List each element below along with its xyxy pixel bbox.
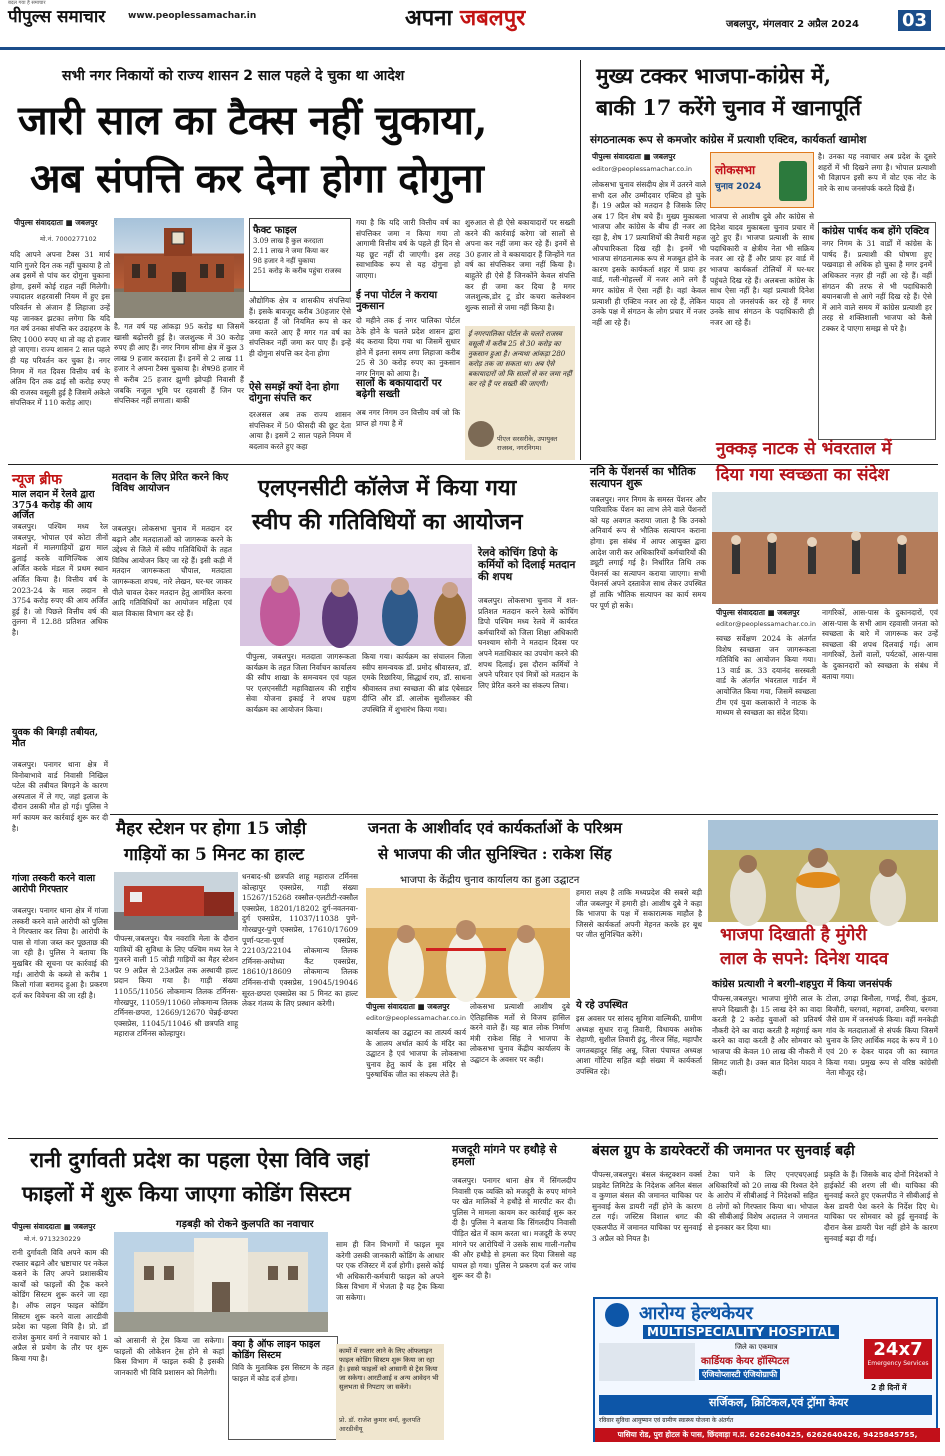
brief-3-headline: गांजा तस्करी करने वाला आरोपी गिरफ्तार: [12, 873, 96, 895]
voter-headline: मतदान के लिए प्रेरित करने किए विविध आयोजन: [112, 472, 229, 495]
pension-headline: ननि के पेंशनर्स का भौतिक सत्यापन शुरू: [590, 466, 706, 491]
building-illustration: [114, 218, 244, 318]
fact-3: 98 हजार ने नहीं चुकाया: [253, 257, 316, 265]
lead-quote-box: [465, 326, 575, 460]
railway-pledge-text: जबलपुर। लोकसभा चुनाव में शत-प्रतिशत मतदान करने रेलवे कोचिंग डिपो पश्चिम मध्य रेलवे में कार्यरत कर्मचारियों को जिला शिक्षा अधिकारी घनश्याम सोनी ने मतदान दिवस पर अपने मताधिकार का उपयोग करने की शपथ दिलाई। इस दौरान कर्मियों ने अपने परिवार एवं मित्रों को मतदान के लिए प्रेरित करने का संकल्प लिया।: [478, 596, 578, 690]
rdvv-box-headline: क्या है ऑफ लाइन फाइल कोडिंग सिस्टम: [232, 1339, 321, 1361]
ad-equipment-image: [599, 1343, 695, 1381]
lead-col-4c: अब नगर निगम उन वित्तीय वर्ष जो कि प्राप्त हो गया है में: [356, 408, 460, 428]
lead-subhead-3: सालों के बकायादारों पर बढ़ेगी सख्ती: [356, 378, 442, 401]
swachhata-photo-illustration: [712, 492, 938, 604]
maihar-col-2: धनबाद-श्री छत्रपति शाहू महाराज टर्मिनस कोल्हापुर एक्सप्रेस, गाड़ी संख्या 15267/15268 रक्सौल-एलटीटी-रक्सौल एक्सप्रेस, 18201/18202 दुर्ग-नवतनवा-दुर्ग एक्सप्रेस, 11037/11038 पुणे-गोरखपुर-पुणे एक्सप्रेस, 17610/17609 पूर्णा-पटना-पूर्णा एक्सप्रेस, 22103/22104 लोकमान्य तिलक टर्मिनस-अयोध्या कैंट एक्सप्रेस, 18610/18609 लोकमान्य तिलक टर्मिनस-रांची एक्सप्रेस, 19045/19046 सूरत-छपरा एक्सप्रेस का 5 मिनट का हाल्ट लेकर गंतव्य के लिए प्रस्थान करेगी।: [242, 872, 358, 1009]
lead-col-4a: गया है कि यदि जारी वित्तीय वर्ष का संपत्तिकर जमा न किया गया तो आगामी वित्तीय वर्ष के पहले ही दिन से यह छूट नहीं दी जाएगी। इस तरह स्वाभाविक रूप से यह दोगुना हो जाएगा।: [356, 218, 460, 280]
wages-headline: मजदूरी मांगने पर हथौड़े से हमला: [452, 1143, 557, 1169]
voter-text: जबलपुर। लोकसभा चुनाव में मतदान दर बढ़ाने और मतदाताओं को जागरूक करने के उद्देश्य से जिले में स्वीप गतिविधियों के तहत विविध आयोजन किए जा रहे हैं। इसी कड़ी में मतदान जागरूकता चौपाल, मतदाता जागरूकता शपथ, नारे लेखन, घर-घर जाकर पीले चावल देकर मतदान हेतु आमंत्रित करना आदि गतिविधियों का आयोजन महिला एवं बाल विकास विभाग कर रहे हैं।: [112, 524, 232, 618]
right-top-headline-1: मुख्य टक्कर भाजपा-कांग्रेस में,: [596, 63, 832, 88]
rdvv-mobile: मो.नं. 9713230229: [24, 1235, 81, 1243]
train-illustration: [114, 872, 238, 930]
rdvv-quote-box: [336, 1344, 444, 1440]
bhajpa-headline-2: लाल के सपने: दिनेश यादव: [720, 949, 889, 969]
hospital-logo-icon: [605, 1303, 629, 1327]
section-title-a: अपना: [405, 5, 453, 31]
right-top-byline: पीपुल्स संवाददाता ■ जबलपुर: [592, 152, 676, 161]
lnct-headline-1: एलएनसीटी कॉलेज में किया गया: [258, 475, 517, 501]
lead-mobile: मो.नं. 7000277102: [40, 235, 97, 243]
ad-hospital: MULTISPECIALITY HOSPITAL: [643, 1325, 839, 1339]
maihar-col-1: पीपल्स,जबलपुर। चैत्र नवरात्रि मेला के दौरान यात्रियों की सुविधा के लिए पश्चिम मध्य रेल ने गुजरने वाली 15 जोड़ी गाड़ियों का मैहर स्टेशन पर 9 अप्रैल से 23अप्रैल तक अस्थायी हाल्ट प्रदान किया गया है। गाड़ी संख्या 11055/11056 लोकमान्य तिलक टर्मिनस-गोरखपुर, 11059/11060 लोकमान्य तिलक टर्मिनस-छपरा, 12669/12670 चेन्नई-छपरा एक्सप्रेस, 11045/11046 श्री छत्रपति शाहू महाराज टर्मिनस कोल्हापुर।: [114, 934, 238, 1039]
fact-file-box: [249, 218, 351, 292]
wages-text: जबलपुर। पनागर थाना क्षेत्र में सिंगलदीप निवासी एक व्यक्ति को मजदूरी के रुपए मांगने पर खेत मालिकों ने हथौड़े से मारपीट कर दी। पुलिस ने मामला कायम कर कार्रवाई शुरू कर दी है। पुलिस ने बताया कि सिंगलदीप निवासी पीड़ित खेत में काम करता था। मजदूरी के रुपए मांगने पर आरोपियों ने उसके साथ गाली-गलौच की और हथौड़े से हमला कर दिया जिससे वह घायल हो गया। पुलिस ने प्रकरण दर्ज कर जांच शुरू कर दी है।: [452, 1176, 576, 1281]
ad-line-4: 2 ही दिनों में: [871, 1383, 907, 1392]
fact-4: 251 करोड़ के करीब पहुंचा राजस्व: [253, 267, 342, 275]
section-title-b: जबलपुर: [459, 5, 526, 31]
right-top-sub: संगठनात्मक रूप से कमजोर कांग्रेस में प्रत्याशी एक्टिव, कार्यकर्ता खामोश: [590, 134, 867, 146]
ad-badge-sub: Emergency Services: [867, 1360, 929, 1367]
inauguration-illustration: [366, 888, 570, 998]
fact-file-title: फैक्ट फाइल: [253, 225, 297, 236]
brief-1-headline: माल लदान में रेलवे द्वारा 3754 करोड़ की आय अर्जित: [12, 489, 95, 522]
logo-tagline: बदल गया है समाचार: [8, 0, 46, 6]
maihar-headline-1: मैहर स्टेशन पर होगा 15 जोड़ी: [116, 819, 307, 839]
ballot-box-icon: [779, 161, 807, 201]
official-avatar: [468, 421, 494, 447]
lead-subhead-1: ऐसे समझें क्यों देना होगा दोगुना संपत्ति कर: [249, 382, 339, 405]
swachhata-col-2: नागरिकों, आस-पास के दुकानदारों, एवं आस-पास के सभी आम रहवासी जनता को स्वच्छता के बारे में जागरूक कर उन्हें स्वच्छता की शपथ दिलवाई गई। आम नागरिकों, ठेलों वालों, पर्यटकों, आस-पास के दुकानदारों को स्वच्छता के संबंध में बताया गया।: [822, 608, 938, 681]
swachhata-col-1: स्वच्छ सर्वेक्षण 2024 के अंतर्गत विशेष स्वच्छता जन जागरूकता गतिविधि का आयोजन किया गया। 13 वार्ड क्र. 33 दयानंद सरस्वती वार्ड के अंतर्गत भंवरताल गार्डन में आयोजित किया गया, जिसमें स्वच्छता टीम एवं युवा कलाकारों ने नाटक के माध्यम से स्वच्छता का संदेश दिया।: [716, 634, 816, 718]
maihar-train-photo: [114, 872, 238, 930]
bansal-col-2: टेका पाने के लिए एनएचएआई अधिकारियों को 20 लाख की रिश्वत देने के आरोप में सीबीआई ने निदेशकों सहित 8 लोगों को गिरफ्तार किया था। भोपाल की सीबीआई विशेष अदालत ने जमानत से इनकार कर दिया था।: [708, 1170, 818, 1232]
rdvv-box-text: विवि के मुताबिक इस सिस्टम के तहत फाइल में कोड दर्ज होगा।: [232, 1363, 334, 1383]
ad-brand: आरोग्य हेल्थकेयर: [639, 1303, 753, 1324]
election-logo: [710, 152, 814, 208]
rdvv-building-photo: [114, 1232, 328, 1332]
right-top-col-1: लोकसभा चुनाव संसदीय क्षेत्र में उतरने वाले सभी दल और उम्मीदवार एक्टिव हो चुके हैं। 19 अप्रैल को मतदान है जिसके लिए अब 17 दिन शेष बचे हैं। मुख्य मुकाबला भाजपा और कांग्रेस के बीच ही नजर आ रहा है, शेष 17 प्रत्याशियों की तैयारी महज औपचारिकता दिख रही है। इनमें भी भाजपा संगठनात्मक रूप से मजबूत होने के कारण इसके कार्यकर्ता शहर में प्रायः हर वार्ड, गली-मोहल्लों में नजर आने लगे हैं मगर कांग्रेस में ऐसा नहीं है। वहां केवल प्रत्याशी ही एक्टिव नजर आ रहे हैं, लेकिन उनके पक्ष में संगठन के लोग प्रचार में नजर नहीं आ रहे हैं।: [592, 180, 706, 327]
rakesh-col-1: कार्यालय का उद्घाटन का तात्पर्य कार्य के आलय अर्थात कार्य के मंदिर का उद्घाटन है एवं भाजपा के लोकसभा चुनाव हेतु कार्य के इस मंदिर से पुरुषार्थिक जीत का संकल्प लेते हैं।: [366, 1028, 466, 1080]
section-rule-3: [8, 1138, 938, 1139]
ad-line-3: एंजियोप्लास्टी एंजियोग्राफी: [699, 1369, 780, 1380]
lnct-headline-2: स्वीप की गतिविधियों का आयोजन: [252, 509, 523, 535]
brief-2-headline: युवक की बिगड़ी तबीयत, मौत: [12, 727, 99, 749]
rdvv-col-3: साम ही जिन विभागों में फाइल मूव करेगी उसकी जानकारी कोडिंग के आधार पर एक रजिस्टर में दर्ज होगी। इससे कोई भी अधिकारी-कर्मचारी फाइल को अपने किस विभाग में भेजता है यह ट्रैक किया जा सकेगा।: [336, 1240, 444, 1302]
dinesh-yadav-photo: [708, 820, 938, 922]
lnct-photo: [240, 544, 472, 646]
rakesh-attendees-heading: ये रहे उपस्थित: [576, 1000, 628, 1011]
bhajpa-sub: कांग्रेस प्रत्याशी ने बरगी-शहपुरा में किया जनसंपर्क: [712, 979, 892, 990]
rakesh-headline-1: जनता के आशीर्वाद एवं कार्यकर्ताओं के परिश्रम: [368, 819, 623, 837]
swachhata-byline: पीपुल्स संवाददाता ■ जबलपुर: [716, 608, 800, 617]
rdvv-col-2: को आसानी से ट्रेस किया जा सकेगा। फाइलों की लोकेशन ट्रेस होने से कहां किस विभाग में फाइल रुकी है इसकी जानकारी भी विवि प्रशासन को मिलेगी।: [114, 1336, 224, 1377]
ad-line-2: कार्डियक केयर हॉस्पिटल: [701, 1356, 790, 1367]
hospital-advertisement[interactable]: [593, 1297, 938, 1453]
ad-line-1: जिले का एकमात्र: [735, 1343, 778, 1351]
congress-box-text: नगर निगम के 31 वार्डों में कांग्रेस के पार्षद हैं। प्रत्याशी की घोषणा हुए पखवाड़ा से अधिक हो चुका है मगर इनमें अधिकतर नज़र ही नहीं आ रहे हैं। वहीं संगठन की तरफ से भी पदाधिकारी बयानबाजी से आगे नहीं दिख रहे हैं। ऐसे में आने वाले समय में कांग्रेस प्रत्याशी हर तरह से शक्तिशाली भाजपा को कैसे टक्कर दे पाएगा समझ से परे है।: [822, 239, 932, 333]
rdvv-headline-1: रानी दुर्गावती प्रदेश का पहला ऐसा विवि जहां: [30, 1147, 370, 1172]
railway-pledge-headline: रेलवे कोचिंग डिपो के कर्मियों को दिलाई मतदान की शपथ: [478, 547, 576, 583]
lnct-photo-illustration: [240, 544, 472, 646]
pension-text: जबलपुर। नगर निगम के समस्त पेंशनर और पारिवारिक पेंशन का लाभ लेने वाले पेंशनरों को यह अवगत कराया जाता है कि उनको अनिवार्य रूप से भौतिक सत्यापन कराना होगा। इस संबंध में आपर आयुक्त द्वारा आदेश जारी कर अधिकारियों कर्मचारियों की ड्यूटी लगाई गई है। निर्धारित तिथि तक पेंशनर्स का सत्यापन कराया जाएगा। सभी पेंशनर्स अपने दस्तावेज साथ लेकर उपस्थित हों ताकि भौतिक सत्यापन का कार्य समय पर पूर्ण हो सके।: [590, 494, 706, 610]
brief-2-text: जबलपुर। पनागर थाना क्षेत्र में विनोबाभावे वार्ड निवासी निखिल पटेल की तबीयत बिगड़ने के कारण अस्पताल में ले गए, जहां इलाज के दौरान उसकी मौत हो गई। पुलिस ने मर्ग कायम कर कार्रवाई शुरू कर दी है।: [12, 760, 108, 833]
lead-col-3b: दरअसल अब तक राज्य शासन संपत्तिकर में 50 फीसदी की छूट देता आया है। इसमें 2 साल पहले नियम में बदलाव करते हुए कहा: [249, 410, 351, 451]
swachhata-headline-2: दिया गया स्वच्छता का संदेश: [716, 465, 890, 485]
bansal-col-1: पीपल्स,जबलपुर। बंसल कंस्ट्रक्शन वर्क्स प्राइवेट लिमिटेड के निदेशक अनिल बंसल व कुणाल बंसल की जमानत याचिका पर सुनवाई केस डायरी नहीं होने के कारण टल गई। जस्टिस विशाल धगट की एकलपीठ में जमानत याचिका पर सुनवाई 3 अप्रैल को नियत है।: [592, 1170, 702, 1243]
rdvv-col-1: रानी दुर्गावती विवि अपने काम की रफ्तार बढ़ाने और भ्रष्टाचार पर नकेल कसने के लिए अपने प्रशासकीय कार्यों को फाइलों की ट्रैक करने कोडिंग सिस्टम शुरू करने जा रहा है। ऑफ लाइन फाइल कोडिंग सिस्टम शुरू करने वाला आरडीवी प्रदेश का पहला विवि है। प्रो. डॉ राजेश कुमार वर्मा ने नवाचार को 1 अप्रैल से प्रयोग के तौर पर शुरू किया गया है।: [12, 1248, 108, 1363]
lead-col-5: शुरुआत से ही ऐसे बकायादारों पर सख्ती करने की कार्रवाई करेगा जो सालों से अपना कर नहीं जमा कर रहे हैं। इनमें से 30 हजार तो वे बकायादार हैं जिन्होंने गत वर्ष का संपत्तिकर जमा नहीं किया है। बाहुतेरे ही ऐसे हैं जिनकोंने केवल संपत्ति कर ही जमा कर दिया है मगर जलशुल्क,डोर टू डोर कचरा कलेक्शन शुल्क सालों से जमा नहीं किया है।: [465, 218, 575, 312]
ad-services: सर्जिकल, क्रिटिकल,एवं ट्रॉमा केयर: [599, 1395, 932, 1415]
rally-illustration: [708, 820, 938, 922]
rakesh-byline: पीपुल्स संवाददाता ■ जबलपुर: [366, 1002, 450, 1011]
rakesh-email: editor@peoplessamachar.co.in: [366, 1014, 466, 1022]
column-divider: [580, 60, 581, 460]
lead-photo-municipal-building: [114, 218, 244, 318]
lead-kicker: सभी नगर निकायों को राज्य शासन 2 साल पहले दे चुका था आदेश: [62, 68, 405, 84]
pension-story: [590, 466, 706, 810]
congress-box-title: कांग्रेस पार्षद कब होंगे एक्टिव: [822, 226, 930, 237]
rakesh-col-3b: इस अवसर पर सांसद सुमित्रा वाल्मिकी, ग्रामीण अध्यक्ष सुधार राजू तिवारी, विधायक अशोक रोहाणी, सुशील तिवारी इंदु, नीरज सिंह, महापौर जगतबहादुर सिंह अन्नू, जिला पंचायत अध्यक्ष आशा गोंटिया सहित बड़ी संख्या में कार्यकर्ता उपस्थित रहे।: [576, 1014, 702, 1076]
rakesh-col-3: हमारा लक्ष्य है ताकि मध्यप्रदेश की सबसे बड़ी जीत जबलपुर में हमारी हो। आशीष दुबे ने कहा कि भाजपा के पक्ष में सकारात्मक माहौल है जिससे कार्यकर्ता अपनी मेहनत करके हर बूथ पर जीत सुनिश्चित करेंगे।: [576, 888, 702, 940]
lead-byline: पीपुल्स संवाददाता ■ जबलपुर: [14, 218, 98, 227]
ad-badge-24x7: [864, 1339, 932, 1379]
lead-photo-caption: है, गत वर्ष यह आंकड़ा 95 करोड़ था जिसमें खासी बढ़ोत्तरी हुई है। जलशुल्क में 30 करोड़ रुपए ही आए हैं। नगर निगम सीमा क्षेत्र में कुल 3 लाख 9 हजार करदाता हैं। इनमें से 2 लाख 11 हजार ने अपना टैक्स चुकाया है। शेष98 हजार में से करीब 25 हजार झुग्गी झोपड़ी निवासी हैं जबकि नजूल भूमि पर रहवासी हैं जिन पर संपत्तिकर नहीं लगाता। बाकी: [114, 322, 244, 406]
university-building-illustration: [114, 1232, 328, 1332]
right-top-headline-2: बाकी 17 करेंगे चुनाव में खानापूर्ति: [596, 95, 862, 120]
masthead: [0, 0, 945, 50]
bhajpa-col-1: पीपल्स,जबलपुर। भाजपा मुंगेरी लाल के सपने दिखाती है। 15 लाख देने का वादा करती है 2 करोड़ युवाओं को प्रतिवर्ष नौकरी देने का वादा करती है महंगाई कम करने का वादा करती है और सोमवार को भाजपा की केवल 10 लाख की नौकरी में सिमट जाती है। उक्त बात दिनेश यादव ने कही।: [712, 994, 822, 1078]
brief-3-text: जबलपुर। पनागर थाना क्षेत्र में गांजा तस्करी करने वाले आरोपी को पुलिस ने गिरफ्तार कर लिया है। आरोपी के पास से गांजा जब्त कर पूछताछ की जा रही है। पुलिस ने बताया कि मुखबिर की सूचना पर कार्रवाई की गई। आरोपी के कब्जे से करीब 1 किलो गांजा बरामद हुआ है। प्रकरण दर्ज कर विवेचना की जा रही है।: [12, 906, 108, 1000]
rdvv-quote-by: प्रो. डॉ. राजेश कुमार वर्मा, कुलपति आरडीवीयू: [339, 1416, 421, 1433]
dateline: जबलपुर, मंगलवार 2 अप्रैल 2024: [726, 19, 859, 30]
rakesh-col-2: लोकसभा प्रत्याशी आशीष दुबे ऐतिहासिक मतों से विजय हासिल करने वाले हैं। यह बात लोक निर्माण मंत्री राकेश सिंह ने भाजपा के लोकसभा चुनाव केंद्रीय कार्यालय के उद्घाटन के अवसर पर कही।: [470, 1002, 570, 1064]
lnct-col-2: किया गया। कार्यक्रम का संचालन जिला स्वीप समन्वयक डॉ. प्रमोद श्रीवास्तव, डॉ. एमके रिछारिया, सिद्धार्थ राय, डॉ. साधना श्रीवास्तव तथा स्वच्छता की ब्रांड एंबेसडर दीप्ति और डॉ. आलोक सुशीलकर की उपस्थिति में शुभारंभ किया गया।: [362, 652, 472, 714]
bhajpa-col-2: टोला, उगढ़ा बिनौला, गणई, रीवां, कुंडम, बिजौरी, चरगवां, महगवां, उमरिया, चरगवा जैसे ग्राम में जनसंपर्क किया। वहीं मनकेड़ी गांव के मतदाताओं से संपर्क किया जिसमें चुनाव के लिए आर्थिक मदद के रूप में 10 एवं 20 रु देकर यादव जी का स्वागत किया गया। प्रमुख रूप से वरिष्ठ कांग्रेसी नेता मौजूद रहे।: [826, 994, 938, 1078]
swachhata-email: editor@peoplessamachar.co.in: [716, 620, 816, 628]
fact-1: 3.09 लाख हैं कुल करदाता: [253, 237, 324, 245]
lead-quote: ई नगरपालिका पोर्टल के चलते राजस्व वसूली में करीब 25 से 30 करोड़ का नुकसान हुआ है। अन्यथा आंकड़ा 280 करोड़ तक जा सकता था। अब ऐसे बकायादारों जो कि सालों से कर जमा नहीं कर रहे हैं पर सख्ती की जाएगी।: [468, 330, 572, 388]
rdvv-explainer-box: [228, 1336, 338, 1440]
election-logo-line-2: चुनाव 2024: [715, 182, 762, 192]
section-rule-2: [110, 814, 938, 815]
lead-headline-1: जारी साल का टैक्स नहीं चुकाया,: [18, 97, 488, 144]
bansal-headline: बंसल ग्रुप के डायरेक्टरों की जमानत पर सुनवाई बढ़ी: [592, 1143, 855, 1159]
election-logo-line-1: लोकसभा: [715, 163, 756, 177]
news-brief-tag: न्यूज ब्रीफ: [12, 472, 62, 488]
lead-subhead-2: ई नपा पोर्टल ने कराया नुकसान: [356, 290, 438, 313]
ad-note: रविवार सुविधा आयुष्मान एवं ग्रामीण स्वास्थ्य योजना के अंतर्गत: [599, 1417, 734, 1424]
rakesh-headline-2: से भाजपा की जीत सुनिश्चित : राकेश सिंह: [378, 845, 612, 863]
website-url[interactable]: www.peoplessamachar.in: [128, 11, 257, 21]
swachhata-headline-1: नुक्कड़ नाटक से भंवरताल में: [716, 439, 892, 459]
ad-address: पासिया रोड, पुरा होटल के पास, छिंदवाड़ा म.प्र. 6262640425, 6262640426, 9425845755, 9691938897: [595, 1428, 940, 1442]
brief-1-text: जबलपुर। पश्चिम मध्य रेल जबलपुर, भोपाल एवं कोटा तीनों मंडलों में मालगाड़ियों द्वारा माल ढुलाई करके वाणिज्यिक आय अर्जित करके मंडल में प्रथम स्थान अर्जित किया है। वित्तीय वर्ष के 2023-24 के माल लदान से 3754 करोड़ रुपए की आय अर्जित हुई है। जो पिछले वित्तीय वर्ष की तुलना में 12.88 प्रतिशत अधिक है।: [12, 522, 108, 637]
bhajpa-headline-1: भाजपा दिखाती है मुंगेरी: [720, 925, 867, 945]
rakesh-photo: [366, 888, 570, 998]
newspaper-logo: पीपुल्स समाचार: [8, 7, 106, 27]
rdvv-headline-2: फाइलों में शुरू किया जाएगा कोडिंग सिस्टम: [22, 1181, 351, 1206]
lead-col-1: यदि आपने अपना टैक्स 31 मार्च यानि गुजरे दिन तक नहीं चुकाया है तो अब इसमें से पांच कर दोगुना चुकाना होगा, इसमें कोई राहत नहीं मिलेगी। ज्यादातर शहरवासी नियम में हुए इस परिवर्तन से अंजान हैं लिहाजा उन्हें यह जानकर झटका लगेगा कि यदि गत वर्ष उनका संपत्ति कर उदाहरण के लिए 1000 रुपए था तो वह दो हजार हो जाएगा। राज्य शासन 2 साल पहले ही यह परिवर्तन कर चुका है। नगर निगम में गत दिवस वित्तीय वर्ष के अंतिम दिन तक ढाई सौ करोड़ रुपए की राजस्व वसूली हुई है जिसमें अकेले संपत्तिकर में 110 करोड़ आए।: [10, 250, 110, 408]
rakesh-sub: भाजपा के केंद्रीय चुनाव कार्यालय का हुआ उद्घाटन: [400, 875, 580, 886]
bansal-col-3: प्रकृति के हैं। जिसके बाद दोनों निदेशकों ने हाईकोर्ट की शरण ली थी। याचिका की सुनवाई करते हुए एकलपीठ ने सीबीआई से केस डायरी पेश करने के निर्देश दिए थे। याचिका पर सोमवार को हुई सुनवाई के दौरान केस डायरी पेश नहीं होने के कारण सुनवाई बढ़ा दी गई।: [824, 1170, 938, 1243]
lead-col-4b: दो महीने तक ई नगर पालिका पोर्टल ठेके होने के चलते प्रदेश शासन द्वारा बंद कराया दिया गया था जिसमें सुधार होने में इतना समय लगा लिहाजा करीब 25 से 30 करोड़ रुपए का नुकसान नगर निगम को आया है।: [356, 316, 460, 378]
section-title: [405, 2, 525, 32]
rdvv-quote: कामों में रफ्तार लाने के लिए ऑफलाइन फाइल कोडिंग सिस्टम शुरू किया जा रहा है। इससे फाइलों को आसानी से ट्रेस किया जा सकेगा। आरटीआई व अन्य आवेदन भी सुलभता से निपटाए जा सकेंगे।: [339, 1347, 439, 1391]
rdvv-byline: पीपुल्स संवाददाता ■ जबलपुर: [12, 1222, 96, 1231]
swachhata-photo: [712, 492, 938, 604]
congress-box: [818, 222, 936, 440]
right-top-col-2: भाजपा से आशीष दुबे और कांग्रेस से दिनेश यादव मुकाबला चुनाव प्रचार में जुटे हुए हैं। भाजपा प्रत्याशी के साथ पदाधिकारी व क्षेत्रीय नेता भी सक्रिय नजर आ रहे हैं और प्रायः हर वार्ड में भाजपा कार्यकर्ता टोलियों में घर-घर पहुंचते दिख रहे हैं। अलबत्ता कांग्रेस के साथ ऐसा नहीं है। यहां प्रत्याशी दिनेश यादव तो जनसंपर्क कर रहे हैं मगर उनके साथ संगठन के पदाधिकारी ही नजर आ रहे हैं।: [710, 212, 814, 327]
ad-badge: 24x7: [873, 1339, 923, 1360]
right-top-col-3: है। उनका यह नवाचार अब प्रदेश के दूसरे शहरों में भी दिखने लगा है। भोपाल प्रत्याशी भी विज्ञापन इसी रूप में वोट एक नोट के नारे के साथ जनसंपर्क करते दिखे हैं।: [818, 152, 936, 193]
right-top-email: editor@peoplessamachar.co.in: [592, 165, 692, 173]
page-number: 03: [898, 10, 931, 31]
lead-headline-2: अब संपत्ति कर देना होगा दोगुना: [30, 155, 484, 202]
lead-quote-by: पीएल सरसरीके, उपायुक्त राजस्व, नगरनिगम।: [497, 435, 558, 452]
lead-col-3a: औद्योगिक क्षेत्र व शासकीय संपत्तियां हैं। इसके बावजूद करीब 30हजार ऐसे करदाता हैं जो नियमित रूप से कर जमा करते आए हैं मगर गत वर्ष का संपत्तिकर नहीं जमा कर पाए हैं। इन्हें ही दोगुना संपत्ति कर देना होगा: [249, 296, 351, 358]
maihar-headline-2: गाड़ियों का 5 मिनट का हाल्ट: [124, 845, 305, 865]
rdvv-sub: गड़बड़ी को रोकने कुलपति का नवाचार: [176, 1219, 314, 1230]
fact-2: 2.11 लाख ने जमा किया कर: [253, 247, 329, 255]
lnct-col-1: पीपुल्स, जबलपुर। मतदाता जागरूकता कार्यक्रम के तहत जिला निर्वाचन कार्यालय की स्वीप शाखा के समन्वयन एवं पहल पर एलएनसीटी महाविद्यालय की राष्ट्रीय सेवा योजना इकाई ने शपथ ग्रहण कार्यक्रम का आयोजन किया।: [246, 652, 356, 714]
